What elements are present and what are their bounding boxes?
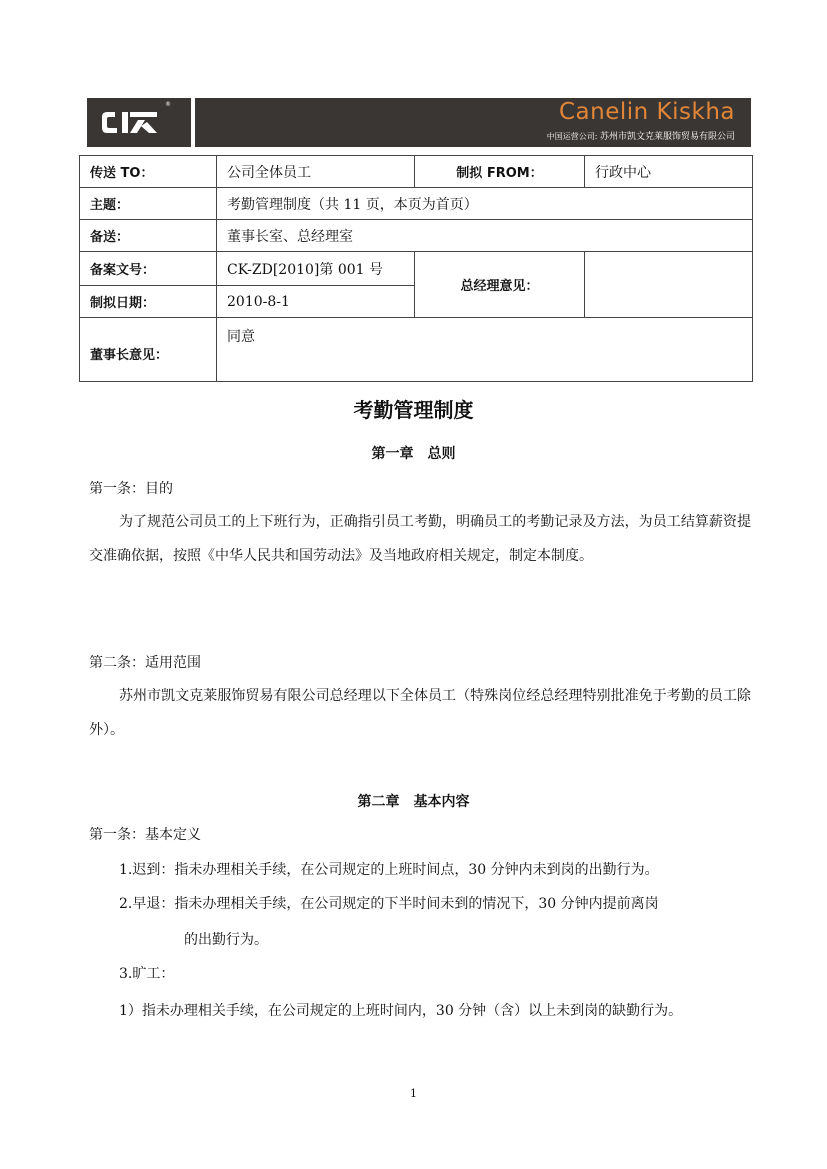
page-number: 1 bbox=[410, 1087, 417, 1100]
cc-value: 董事长室、总经理室 bbox=[217, 220, 753, 252]
article-two-body: 苏州市凯文克莱服饰贸易有限公司总经理以下全体员工（特殊岗位经总经理特别批准免于考勤的员工除外）。 bbox=[89, 688, 751, 738]
basic-definition-title: 第一条：基本定义 bbox=[89, 827, 201, 843]
memo-header-table bbox=[79, 155, 753, 382]
subject-value: 考勤管理制度（共 11 页，本页为首页） bbox=[217, 188, 753, 220]
definition-early-leave-cont: 的出勤行为。 bbox=[184, 932, 268, 948]
to-value: 公司全体员工 bbox=[217, 156, 415, 188]
document-title: 考勤管理制度 bbox=[353, 398, 474, 422]
from-value: 行政中心 bbox=[585, 156, 753, 188]
gm-opinion-label: 总经理意见： bbox=[415, 252, 585, 318]
date-value: 2010-8-1 bbox=[217, 286, 415, 318]
brand-sub-company: 苏州市凯文克莱服饰贸易有限公司 bbox=[599, 132, 735, 142]
from-label: 制拟 FROM： bbox=[415, 156, 585, 188]
subject-label: 主题： bbox=[80, 188, 217, 220]
header-banner bbox=[87, 98, 751, 147]
registered-mark: ® bbox=[165, 101, 171, 108]
brand-subtitle bbox=[547, 129, 735, 142]
file-no-label: 备案文号： bbox=[80, 252, 217, 286]
article-one-title: 第一条：目的 bbox=[89, 481, 173, 497]
table-row bbox=[80, 156, 753, 188]
ck-logo-icon bbox=[101, 108, 165, 136]
date-label: 制拟日期： bbox=[80, 286, 217, 318]
article-one-body: 为了规范公司员工的上下班行为，正确指引员工考勤，明确员工的考勤记录及方法，为员工结算薪资提交准确依据，按照《中华人民共和国劳动法》及当地政府相关规定，制定本制度。 bbox=[89, 514, 751, 564]
cc-label: 备送： bbox=[80, 220, 217, 252]
gm-opinion-value bbox=[585, 252, 753, 318]
banner-divider bbox=[191, 98, 195, 147]
definition-absence: 3.旷工： bbox=[119, 966, 175, 982]
table-row bbox=[80, 252, 753, 286]
article-two-title: 第二条：适用范围 bbox=[89, 655, 201, 671]
table-row bbox=[80, 318, 753, 382]
brand-name: Canelin Kiskha bbox=[559, 99, 735, 125]
definition-early-leave: 2.早退：指未办理相关手续，在公司规定的下半时间未到的情况下，30 分钟内提前离岗 bbox=[119, 896, 659, 912]
company-logo bbox=[87, 98, 191, 147]
brand-sub-prefix: 中国运营公司: bbox=[546, 132, 598, 141]
table-row bbox=[80, 188, 753, 220]
file-no-value: CK-ZD[2010]第 001 号 bbox=[217, 252, 415, 286]
chapter-two-heading: 第二章 基本内容 bbox=[357, 794, 470, 810]
definition-absence-item-one: 1）指未办理相关手续，在公司规定的上班时间内，30 分钟（含）以上未到岗的缺勤行为。 bbox=[119, 1003, 683, 1019]
chairman-label: 董事长意见： bbox=[80, 318, 217, 382]
to-label: 传送 TO： bbox=[80, 156, 217, 188]
definition-late: 1.迟到：指未办理相关手续，在公司规定的上班时间点，30 分钟内未到岗的出勤行为。 bbox=[119, 862, 659, 878]
table-row bbox=[80, 220, 753, 252]
chapter-one-heading: 第一章 总则 bbox=[371, 446, 456, 462]
chairman-value: 同意 bbox=[217, 318, 753, 382]
